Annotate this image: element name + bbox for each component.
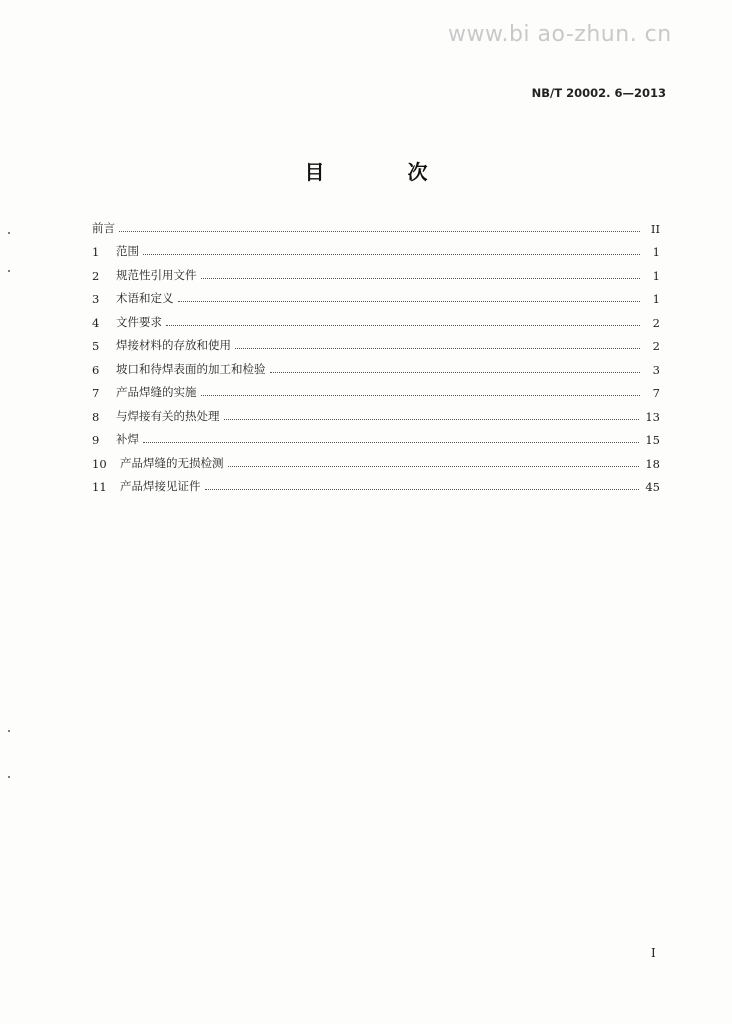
toc-dot-leader bbox=[143, 253, 640, 255]
toc-dot-leader bbox=[201, 394, 641, 396]
toc-entry-3[interactable] bbox=[92, 283, 660, 307]
toc-entry-number: 1 bbox=[92, 245, 100, 259]
toc-dot-leader bbox=[201, 277, 641, 279]
toc-entry-label: 前言 bbox=[92, 220, 115, 235]
toc-entry-8[interactable] bbox=[92, 400, 660, 424]
toc-entry-number: 2 bbox=[92, 268, 100, 283]
watermark: www.bi ao-zhun. cn bbox=[448, 22, 672, 47]
toc-entry-number: 3 bbox=[92, 292, 100, 306]
toc-entry-10[interactable] bbox=[92, 447, 660, 471]
toc-entry-number: 4 bbox=[92, 315, 100, 330]
toc-entry-4[interactable] bbox=[92, 306, 660, 330]
page-number: I bbox=[651, 946, 656, 960]
toc-dot-leader bbox=[178, 300, 641, 302]
toc-entry-label: 产品焊缝的实施 bbox=[116, 385, 197, 399]
scan-speck bbox=[8, 232, 10, 234]
standard-number: NB/T 20002. 6—2013 bbox=[531, 86, 666, 100]
toc-entry-label: 焊接材料的存放和使用 bbox=[116, 338, 231, 352]
toc-entry-5[interactable] bbox=[92, 330, 660, 354]
scan-speck bbox=[8, 776, 10, 778]
toc-entry-page: 1 bbox=[652, 292, 660, 306]
toc-entry-page: 2 bbox=[652, 315, 660, 330]
toc-entry-label: 文件要求 bbox=[116, 314, 162, 329]
toc-entry-label: 坡口和待焊表面的加工和检验 bbox=[116, 361, 266, 376]
toc-title: 目 次 bbox=[304, 160, 466, 184]
toc-dot-leader bbox=[205, 488, 640, 490]
toc-entry-label: 产品焊缝的无损检测 bbox=[120, 455, 224, 470]
scan-speck bbox=[8, 730, 10, 732]
toc-entry-page: 1 bbox=[652, 268, 660, 283]
toc-entry-number: 7 bbox=[92, 386, 100, 400]
toc-dot-leader bbox=[228, 465, 640, 467]
toc-entry-page: 18 bbox=[645, 456, 660, 471]
toc-entry-2[interactable] bbox=[92, 259, 660, 283]
toc-entry-number: 8 bbox=[92, 409, 100, 424]
toc-entry-page: II bbox=[650, 221, 660, 236]
toc-entry-number: 5 bbox=[92, 339, 100, 353]
toc-entry-page: 45 bbox=[645, 480, 660, 494]
toc-entry-foreword[interactable] bbox=[92, 212, 660, 236]
toc-entry-1[interactable] bbox=[92, 236, 660, 260]
toc-entry-page: 1 bbox=[652, 245, 660, 259]
toc-dot-leader bbox=[119, 230, 640, 232]
toc-entry-number: 9 bbox=[92, 433, 100, 447]
toc-dot-leader bbox=[224, 418, 640, 420]
toc-dot-leader bbox=[235, 347, 640, 349]
toc-entry-page: 7 bbox=[652, 386, 660, 400]
toc-entry-label: 与焊接有关的热处理 bbox=[116, 408, 220, 423]
toc-dot-leader bbox=[270, 371, 641, 373]
toc-entry-label: 术语和定义 bbox=[116, 291, 174, 305]
toc-entry-label: 范围 bbox=[116, 244, 139, 258]
table-of-contents bbox=[92, 212, 660, 494]
toc-entry-7[interactable] bbox=[92, 377, 660, 401]
toc-entry-page: 2 bbox=[652, 339, 660, 353]
toc-entry-label: 规范性引用文件 bbox=[116, 267, 197, 282]
toc-entry-6[interactable] bbox=[92, 353, 660, 377]
scan-speck bbox=[8, 270, 10, 272]
toc-entry-label: 产品焊接见证件 bbox=[120, 479, 201, 493]
toc-entry-label: 补焊 bbox=[116, 432, 139, 446]
toc-entry-page: 13 bbox=[645, 409, 660, 424]
toc-entry-page: 3 bbox=[652, 362, 660, 377]
toc-entry-page: 15 bbox=[645, 433, 660, 447]
toc-entry-number: 11 bbox=[92, 480, 107, 494]
toc-entry-number: 10 bbox=[92, 456, 107, 471]
toc-entry-9[interactable] bbox=[92, 424, 660, 448]
toc-entry-11[interactable] bbox=[92, 471, 660, 495]
toc-dot-leader bbox=[166, 324, 640, 326]
toc-dot-leader bbox=[143, 441, 639, 443]
toc-entry-number: 6 bbox=[92, 362, 100, 377]
